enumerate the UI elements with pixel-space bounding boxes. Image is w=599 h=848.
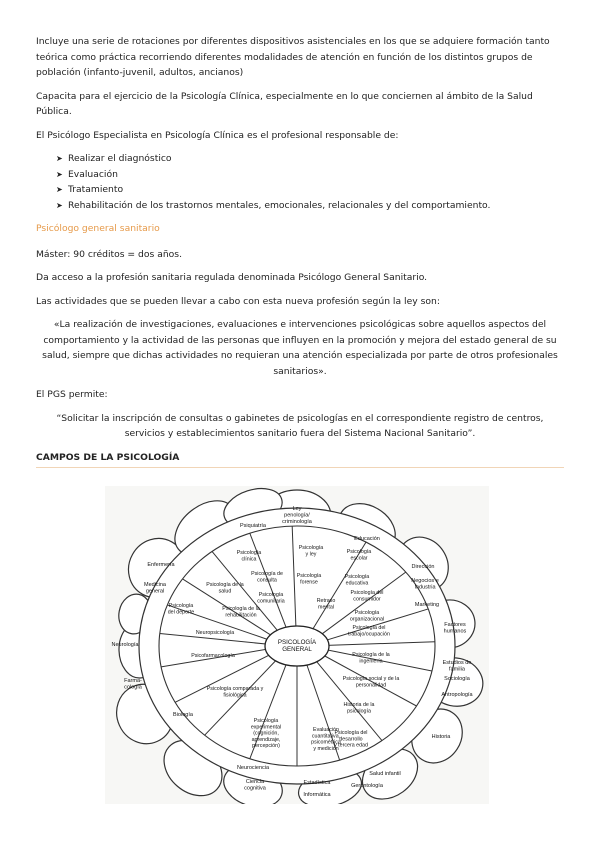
inner-field-label: Psicología y ley <box>298 545 324 558</box>
acceso-paragraph: Da acceso a la profesión sanitaria regulada denominada Psicólogo General Sanitario. <box>36 272 428 283</box>
campos-diagram <box>105 486 489 804</box>
inner-field-label: Psicología comunitaria <box>257 592 285 605</box>
outer-field-label: Neurociencia <box>236 765 270 771</box>
quote-ley: «La realización de investigaciones, evaluaciones e intervenciones psicológicas sobre aquellos aspectos del comportamiento y la actividad de las personas que influyen en la promoción y mejora del estado general de su salud, siempre que dichas actividades no requieran una atención especializada por parte de otros profesionales sanitarios». <box>42 319 558 377</box>
outer-field-label: Sociología <box>444 676 470 682</box>
capacita-paragraph: Capacita para el ejercicio de la Psicología Clínica, especialmente en lo que conciernen al ámbito de la Salud Pública. <box>36 90 533 117</box>
inner-field-label: Psicología de consulta <box>251 571 283 584</box>
responsable-intro: El Psicólogo Especialista en Psicología Clínica es el profesional responsable de: <box>36 129 399 141</box>
quote-solicitar: “Solicitar la inscripción de consultas o gabinetes de psicologías en el correspondiente registro de centros, servicios y establecimientos sanitario fuera del Sistema Nacional Sanitario”. <box>56 412 544 439</box>
inner-field-label: Psicología de la rehabilitación <box>222 606 260 619</box>
outer-field-label: Farma-cología <box>124 678 142 691</box>
inner-field-label: Evaluación cuantitativa, psicométrica y medición <box>311 727 341 752</box>
inner-field-label: Psicología del desarrollo y tercera edad <box>334 730 368 749</box>
inner-field-label: Psicología comparada y fisiológica <box>206 686 264 699</box>
arrow-bullet-icon: ➤ <box>56 154 63 163</box>
inner-field-label: Psicología del consumidor <box>350 590 384 603</box>
master-paragraph: Máster: 90 créditos = dos años. <box>36 248 182 260</box>
outer-field-label: Dirección <box>411 564 435 570</box>
outer-field-label: Historia <box>431 734 451 740</box>
inner-field-label: Neuropsicología <box>195 630 235 636</box>
inner-field-label: Retraso mental <box>316 598 336 611</box>
outer-field-label: Ciencia cognitiva <box>244 779 266 792</box>
outer-field-label: Marketing <box>414 602 440 608</box>
center-label: PSICOLOGÍA GENERAL <box>277 639 317 654</box>
flower-diagram <box>105 486 489 804</box>
inner-field-label: Psicología social y de la personalidad <box>342 676 400 689</box>
responsable-list <box>36 151 564 213</box>
inner-field-label: Historia de la psicología <box>343 702 375 715</box>
list-item: ➤ Evaluación <box>56 167 564 183</box>
document-body <box>36 34 564 468</box>
outer-field-label: Medicina general <box>143 582 167 595</box>
outer-field-label: Negocios e Industria <box>411 578 439 591</box>
actividades-intro: Las actividades que se pueden llevar a cabo con esta nueva profesión según la ley son: <box>36 295 440 307</box>
outer-field-label: Gerontología <box>351 783 383 789</box>
arrow-bullet-icon: ➤ <box>56 200 63 210</box>
inner-field-label: Psicología educativa <box>344 574 370 587</box>
inner-field-label: Psicología de la salud <box>206 582 244 595</box>
inner-field-label: Psicofarmacología <box>191 653 235 659</box>
arrow-bullet-icon: ➤ <box>56 169 63 179</box>
outer-field-label: Antropología <box>441 692 473 698</box>
outer-field-label: Enfermería <box>147 562 175 568</box>
pgs-heading: Psicólogo general sanitario <box>36 223 160 234</box>
inner-field-label: Psicología de la ingeniería <box>352 652 390 665</box>
inner-field-label: Psicología organizacional <box>349 610 385 623</box>
pgs-permite: El PGS permite: <box>36 389 108 400</box>
list-item: ➤ Tratamiento <box>56 182 564 198</box>
outer-field-label: Estadística <box>303 780 331 786</box>
inner-field-label: Psicología escolar <box>346 549 372 562</box>
outer-field-label: Salud infantil <box>369 771 401 777</box>
outer-field-label: Educación <box>354 536 380 542</box>
list-item: ➤ Realizar el diagnóstico <box>56 151 564 167</box>
outer-field-label: Psiquiatría <box>240 523 266 529</box>
outer-field-label: Factores humanos <box>443 622 467 635</box>
inner-field-label: Psicología del deporte <box>167 603 195 616</box>
inner-field-label: Psicología clínica <box>236 550 262 563</box>
inner-field-label: Psicología del trabajo/ocupación <box>348 625 390 638</box>
outer-field-label: Estudios de familia <box>442 660 472 673</box>
intro-paragraph: Incluye una serie de rotaciones por diferentes dispositivos asistenciales en los que se adquiere formación tanto teórica como práctica recorriendo diferentes modalidades de atención en función de los distintos grupos de población (infanto-juvenil, adultos, ancianos) <box>36 36 550 78</box>
inner-field-label: Psicología forense <box>296 573 322 586</box>
outer-field-label: Neurología <box>111 642 139 648</box>
list-item: ➤ Rehabilitación de los trastornos mentales, emocionales, relacionales y del comportamiento. <box>56 198 564 214</box>
inner-field-label: Psicología experimental (cognición, aprendizaje, percepción) <box>250 718 282 750</box>
campos-heading: CAMPOS DE LA PSICOLOGÍA <box>36 450 564 469</box>
outer-field-label: Informática <box>303 792 331 798</box>
arrow-bullet-icon: ➤ <box>56 185 63 194</box>
outer-field-label: Ley penología/ criminología <box>282 506 312 525</box>
outer-field-label: Biología <box>173 712 193 718</box>
